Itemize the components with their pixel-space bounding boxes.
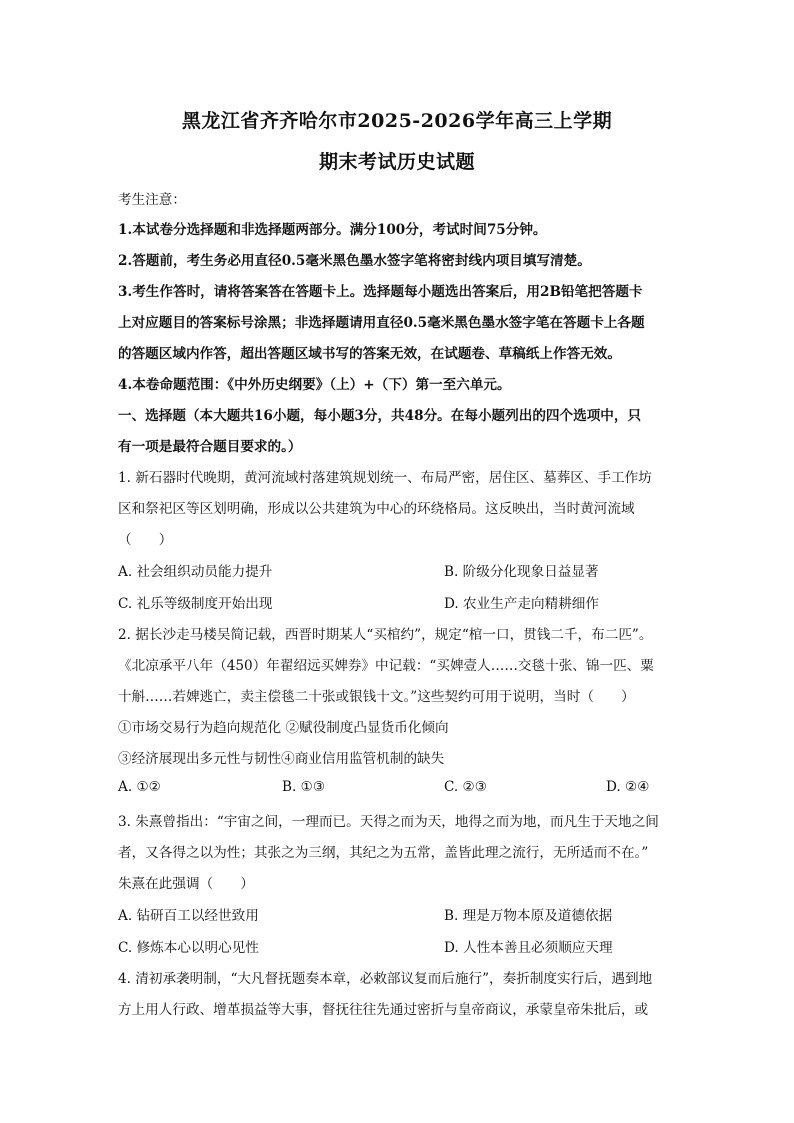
q2-stem-line3: 十斛……若婢逃亡，卖主偿毯二十张或银钱十文。”这些契约可用于说明，当时（ ）: [118, 689, 635, 705]
q1-option-b: B. 阶级分化现象日益显著: [444, 564, 599, 580]
q3-option-d: D. 人性本善且必须顺应天理: [444, 940, 613, 956]
notice-item-1: 1.本试卷分选择题和非选择题两部分。满分100分，考试时间75分钟。: [118, 222, 547, 238]
section-heading-line2: 有一项是最符合题目要求的。）: [118, 439, 302, 455]
exam-title-line1: 黑龙江省齐齐哈尔市2025-2026学年高三上学期: [181, 110, 613, 132]
q1-option-c: C. 礼乐等级制度开始出现: [118, 596, 273, 612]
q1-option-d: D. 农业生产走向精耕细作: [444, 596, 599, 612]
q3-option-c: C. 修炼本心以明心见性: [118, 940, 259, 956]
q2-statements-line1: ①市场交易行为趋向规范化 ②赋役制度凸显货币化倾向: [118, 720, 449, 736]
q2-option-b: B. ①③: [282, 779, 326, 795]
notice-item-2: 2.答题前，考生务必用直径0.5毫米黑色墨水签字笔将密封线内项目填写清楚。: [118, 253, 591, 269]
q4-stem-line2: 方上用人行政、增革损益等大事，督抚往往先通过密折与皇帝商议，承蒙皇帝朱批后，或: [118, 1002, 649, 1018]
q1-stem-line3: （ ）: [118, 532, 173, 548]
q3-option-a: A. 钻研百工以经世致用: [118, 908, 259, 924]
q1-option-a: A. 社会组织动员能力提升: [118, 564, 273, 580]
q1-stem-line1: 1. 新石器时代晚期，黄河流域村落建筑规划统一、布局严密，居住区、墓葬区、手工作坊: [118, 470, 652, 486]
q3-stem-line2: 者，又各得之以为性；其张之为三纲，其纪之为五常，盖皆此理之流行，无所适而不在。”: [118, 845, 649, 861]
q3-option-b: B. 理是万物本原及道德依据: [444, 908, 613, 924]
q2-option-c: C. ②③: [444, 779, 487, 795]
q3-stem-line3: 朱熹在此强调（ ）: [118, 876, 254, 892]
q3-stem-line1: 3. 朱熹曾指出：“宇宙之间，一理而已。天得之而为天，地得之而为地，而凡生于天地之间: [118, 814, 659, 830]
notice-item-4: 4.本卷命题范围：《中外历史纲要》（上）+（下）第一至六单元。: [118, 377, 511, 393]
q4-stem-line1: 4. 清初承袭明制，“大凡督抚题奏本章，必敕部议复而后施行”，奏折制度实行后，遇到地: [118, 971, 653, 987]
q1-stem-line2: 区和祭祀区等区划明确，形成以公共建筑为中心的环绕格局。这反映出，当时黄河流域: [118, 501, 635, 517]
q2-stem-line2: 《北凉承平八年（450）年翟绍远买婢券》中记载：“买婢壹人……交毯十张、锦一匹、粟: [118, 658, 654, 674]
q2-stem-line1: 2. 据长沙走马楼吴简记载，西晋时期某人“买棺约”，规定“棺一口，贯钱二千，布二匹”。: [118, 627, 653, 643]
notice-item-3-line3: 的答题区域内作答，超出答题区域书写的答案无效，在试题卷、草稿纸上作答无效。: [118, 346, 621, 362]
q2-statements-line2: ③经济展现出多元性与韧性④商业信用监管机制的缺失: [118, 751, 445, 767]
notice-item-3-line1: 3.考生作答时，请将答案答在答题卡上。选择题每小题选出答案后，用2B铅笔把答题卡: [118, 284, 643, 300]
notice-item-3-line2: 上对应题目的答案标号涂黑；非选择题请用直径0.5毫米黑色墨水签字笔在答题卡上各题: [118, 315, 645, 331]
section-heading-line1: 一、选择题（本大题共16小题，每小题3分，共48分。在每小题列出的四个选项中，只: [118, 408, 642, 424]
notice-heading: 考生注意：: [118, 192, 186, 208]
q2-option-a: A. ①②: [118, 779, 161, 795]
q2-option-d: D. ②④: [606, 779, 650, 795]
exam-title-line2: 期末考试历史试题: [318, 151, 475, 173]
